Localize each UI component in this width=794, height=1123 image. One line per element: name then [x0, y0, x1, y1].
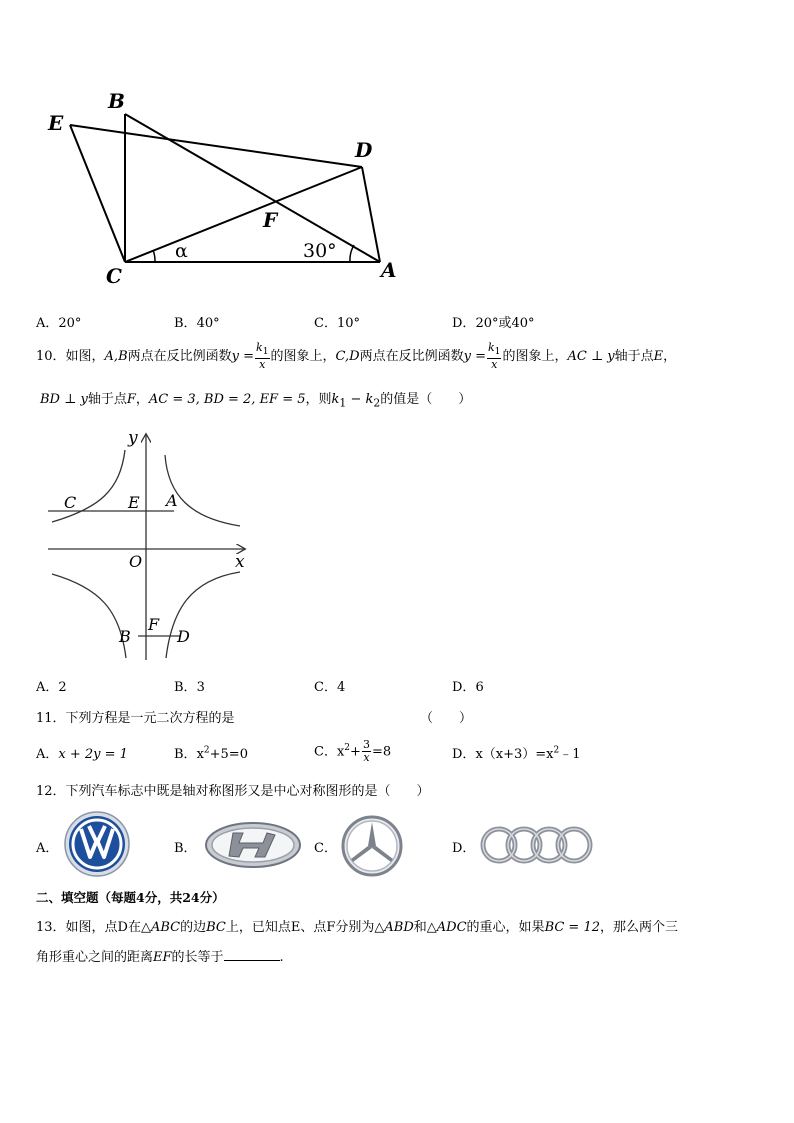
fraction-k1-over-x: $\frac{k_1}{x}$	[256, 341, 269, 372]
q10-choice-b[interactable]: B．3	[174, 680, 205, 695]
q11-stem: 11．下列方程是一元二次方程的是	[36, 711, 235, 726]
section-2-heading: 二、填空题（每题4分，共24分）	[36, 890, 225, 905]
label-D: D	[177, 627, 190, 646]
triangle-figure	[30, 80, 410, 295]
label-O: O	[129, 552, 143, 571]
hyperbola-figure	[40, 425, 255, 665]
label-D: D	[355, 138, 373, 162]
audi-logo-icon[interactable]	[478, 822, 598, 868]
q10-choice-d[interactable]: D．6	[452, 680, 484, 695]
q10-choice-c[interactable]: C．4	[314, 680, 346, 695]
q11-choice-a[interactable]: A．x + 2y = 1	[36, 747, 128, 762]
label-alpha: α	[175, 240, 188, 262]
label-E: E	[48, 111, 64, 135]
q12-choice-a[interactable]: A．	[36, 841, 59, 856]
q13-stem-line1: 13．如图，点D在△ABC的边BC上，已知点E、点F分别为△ABD和△ADC的重心，如果BC = 12，那么两个三	[36, 920, 679, 935]
q12-choice-b[interactable]: B．	[174, 841, 197, 856]
label-F: F	[263, 208, 278, 232]
label-F: F	[148, 615, 160, 634]
axis-y-label: y	[128, 428, 138, 448]
fraction-3-over-x: $\frac{3}{x}$	[362, 738, 370, 765]
label-E: E	[128, 493, 140, 512]
q9-choice-c[interactable]: C．10°	[314, 316, 360, 331]
answer-blank[interactable]	[224, 948, 280, 961]
label-B: B	[108, 89, 125, 113]
hyundai-logo-icon[interactable]	[203, 820, 303, 870]
q9-choice-a[interactable]: A．20°	[36, 316, 82, 331]
q9-choice-d[interactable]: D．20°或40°	[452, 316, 535, 331]
volkswagen-logo-icon[interactable]	[63, 810, 131, 878]
axis-x-label: x	[235, 552, 245, 572]
q10-stem-line2: BD ⊥ y轴于点F，AC = 3, BD = 2, EF = 5，则$k_1 - k_2$的值是（ ）	[40, 392, 472, 410]
label-A: A	[166, 491, 178, 510]
label-B: B	[119, 627, 131, 646]
q11-choice-d[interactable]: D．$x(x+3)=x^2﹣1$	[452, 745, 581, 762]
q9-choice-b[interactable]: B．40°	[174, 316, 220, 331]
label-C: C	[106, 264, 122, 288]
q12-choice-c[interactable]: C．	[314, 841, 337, 856]
q12-choice-d[interactable]: D．	[452, 841, 476, 856]
q11-choice-c[interactable]: C．$x^2+$ $\frac{3}{x}$ =8	[314, 738, 392, 765]
label-30deg: 30°	[303, 240, 337, 262]
q10-choice-a[interactable]: A．2	[36, 680, 67, 695]
q10-stem-line1: 10．如图，A,B两点在反比例函数y = $\frac{k_1}{x}$ 的图象上，C,D两点在反比例函数y = $\frac{k_1}{x}$ 的图象上，AC ⊥ y轴于点E，	[36, 341, 677, 372]
label-C: C	[64, 493, 77, 512]
q12-stem: 12．下列汽车标志中既是轴对称图形又是中心对称图形的是（ ）	[36, 784, 430, 799]
fraction-k1-over-x-2: $\frac{k_1}{x}$	[487, 341, 501, 372]
mercedes-logo-icon[interactable]	[340, 814, 404, 878]
q13-stem-line2: 角形重心之间的距离EF的长等于 .	[36, 950, 284, 965]
q11-paren: （ ）	[420, 711, 473, 726]
label-A: A	[381, 258, 397, 282]
q11-choice-b[interactable]: B．$x^2+5=0$	[174, 745, 248, 762]
